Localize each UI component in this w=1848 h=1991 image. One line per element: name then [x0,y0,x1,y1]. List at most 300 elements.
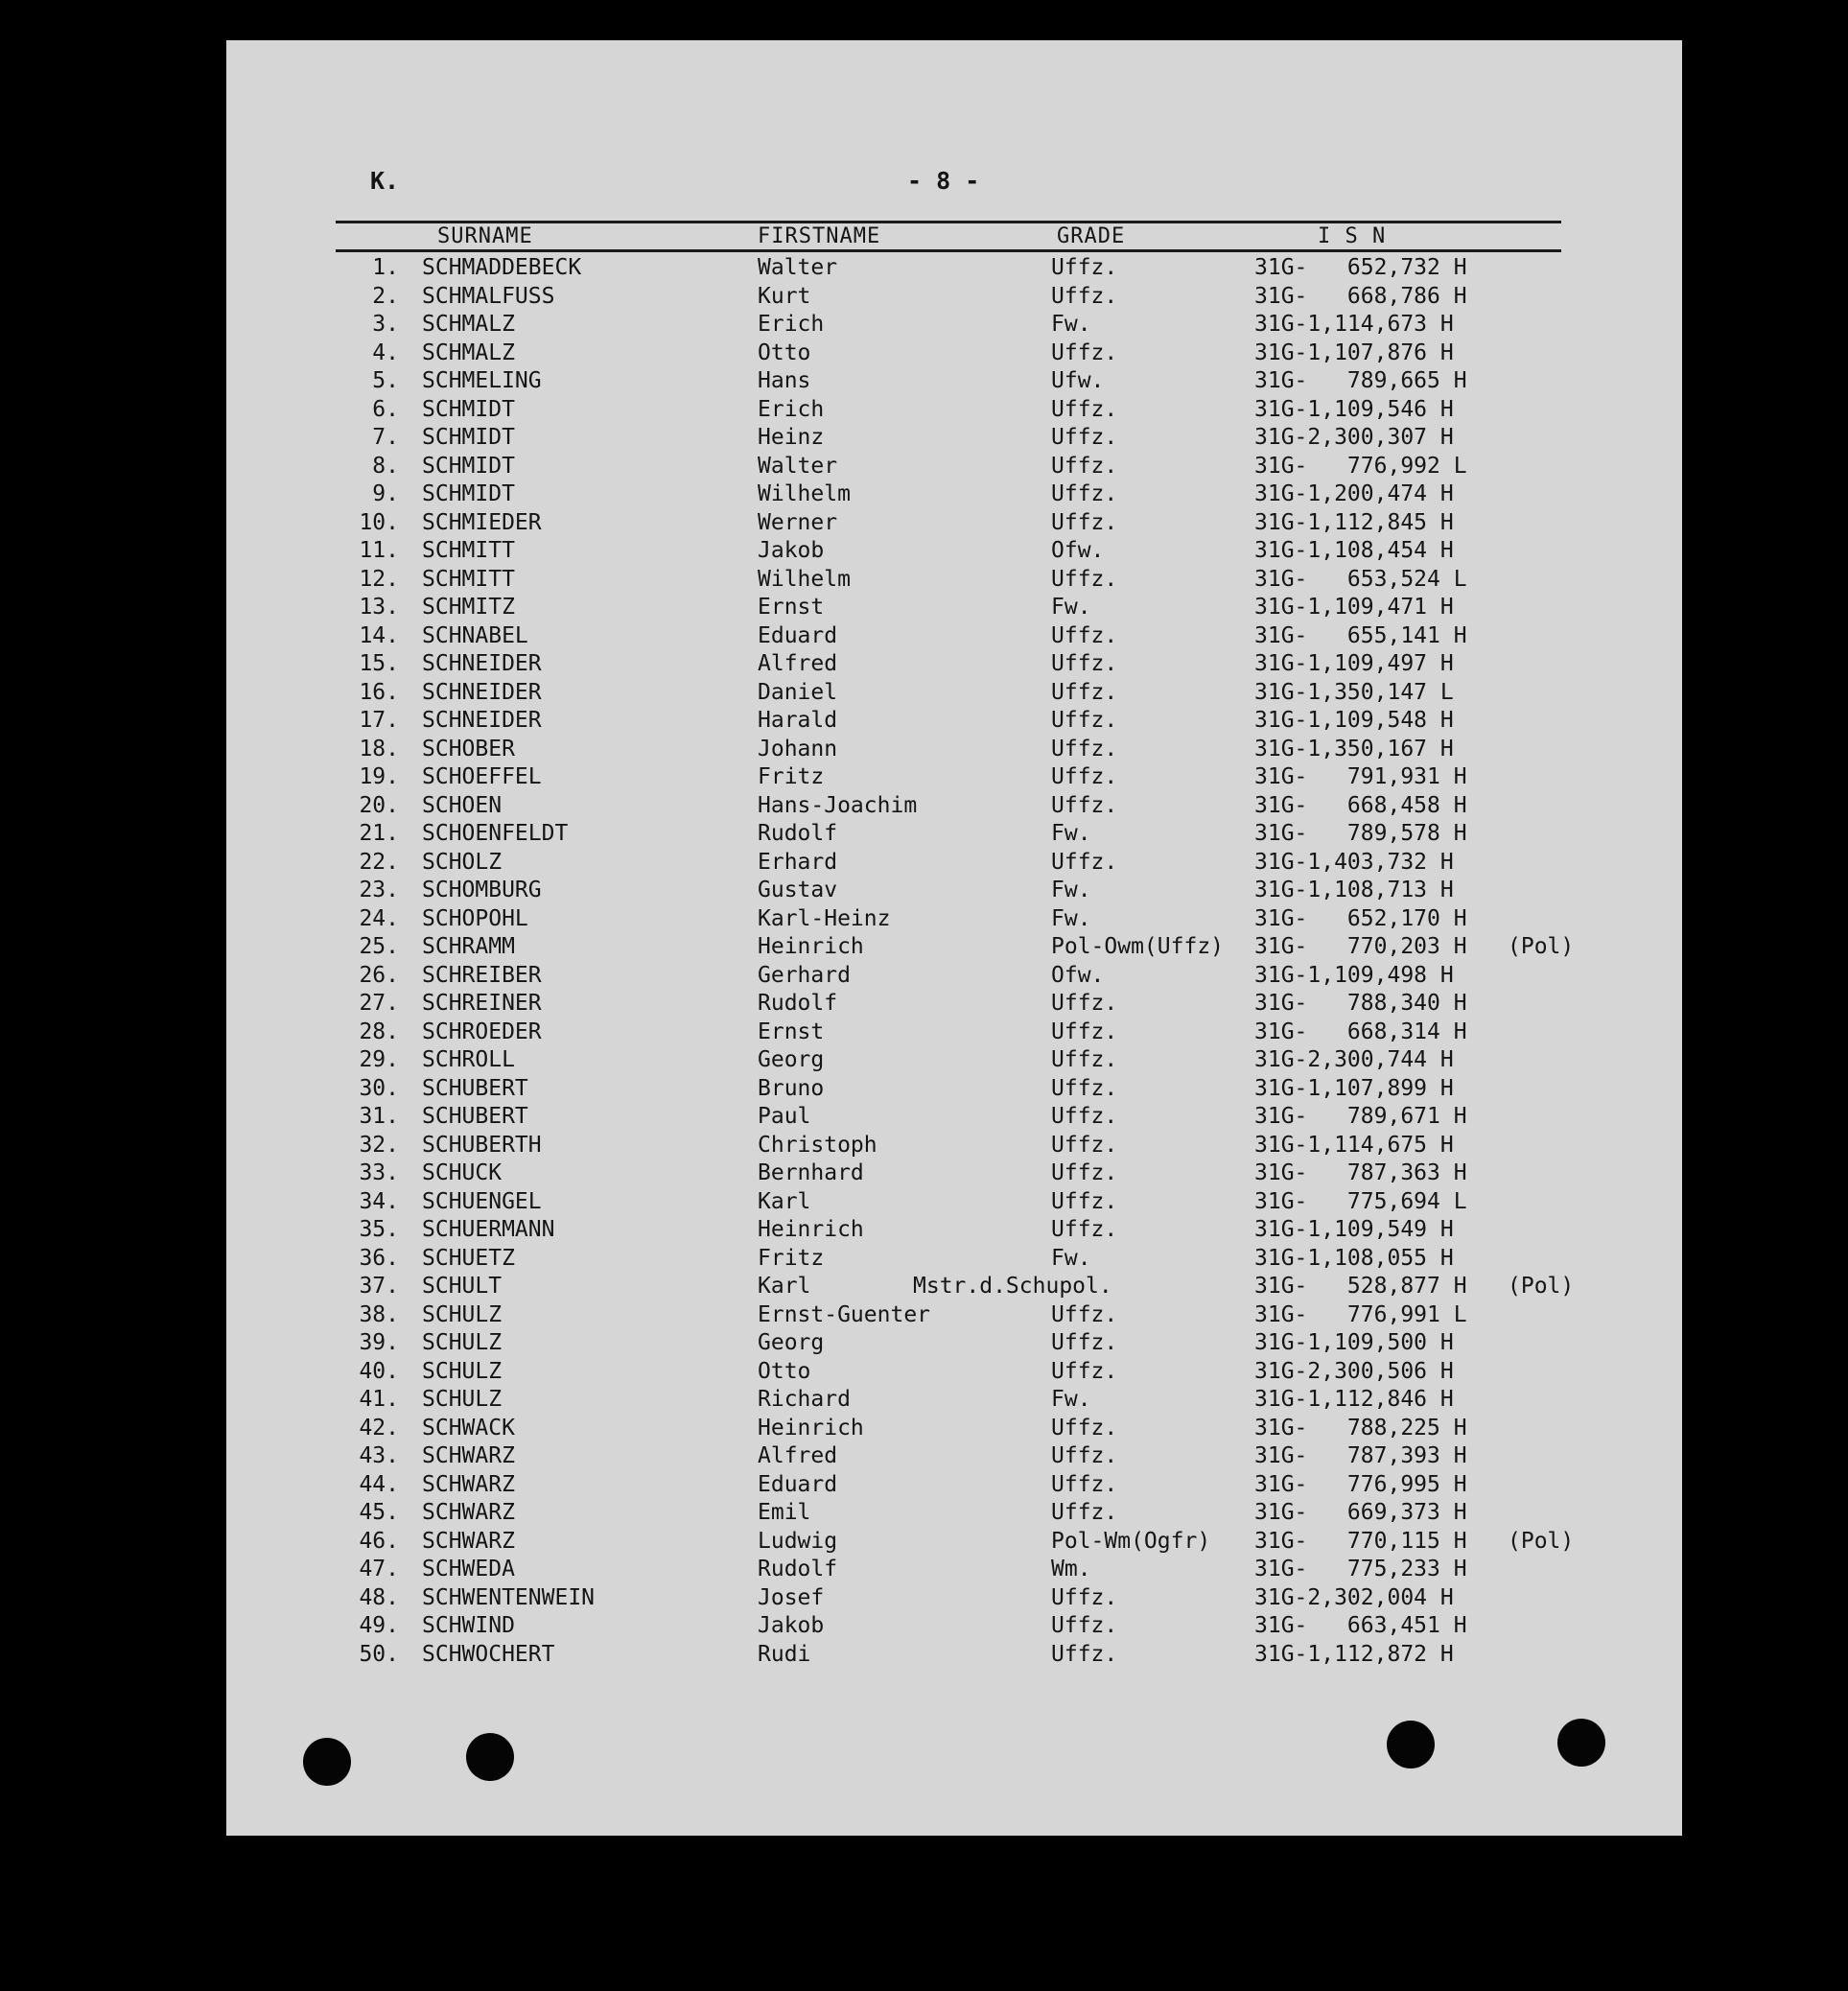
firstname: Werner [758,509,838,535]
row-number: 47. [359,1557,399,1581]
list-item [226,1441,1682,1470]
row-number: 50. [359,1641,399,1667]
punch-hole [303,1738,351,1786]
surname: SCHWENTENWEIN [422,1584,596,1610]
surname: SCHWACK [422,1415,515,1441]
surname: SCHROLL [422,1047,515,1072]
grade: Uffz. [1051,1613,1118,1638]
grade: Uffz. [1051,764,1118,789]
row-number: 6. [372,396,399,422]
surname: SCHNABEL [422,622,528,648]
list-item [226,480,1682,508]
row-number: 13. [359,595,399,620]
grade: Ufw. [1051,368,1105,393]
isn: 31G-1,107,876 H [1254,340,1454,365]
isn: 31G- 770,115 H [1254,1528,1467,1554]
grade: Uffz. [1051,453,1118,479]
firstname: Wilhelm [758,481,851,506]
list-item [226,395,1682,424]
col-header-surname: SURNAME [437,224,533,248]
isn: 31G-2,300,506 H [1254,1358,1454,1384]
firstname: Otto [758,1358,811,1384]
grade: Fw. [1051,595,1091,620]
row-number: 43. [359,1443,399,1468]
surname: SCHULZ [422,1330,503,1355]
firstname: Ernst [758,595,825,620]
firstname: Alfred [758,651,838,676]
surname: SCHMIDT [422,453,515,479]
surname: SCHOEFFEL [422,764,542,789]
grade: Uffz. [1051,1500,1118,1525]
isn: 31G-1,109,498 H [1254,962,1454,988]
firstname: Erich [758,396,825,422]
surname: SCHULZ [422,1358,503,1384]
list-item [226,1470,1682,1499]
surname: SCHMITT [422,566,515,592]
isn: 31G-1,114,673 H [1254,312,1454,337]
surname: SCHMELING [422,368,542,393]
isn: 31G- 653,524 L [1254,566,1467,592]
list-item [226,1018,1682,1046]
list-item [226,1074,1682,1103]
grade: Uffz. [1051,1443,1118,1468]
note: (Pol) [1508,1528,1575,1554]
isn: 31G-1,108,454 H [1254,538,1454,563]
row-number: 46. [359,1528,399,1554]
row-number: 15. [359,651,399,676]
isn: 31G- 668,458 H [1254,792,1467,818]
list-item [226,1385,1682,1414]
firstname: Heinrich [758,1415,864,1441]
list-item [226,961,1682,990]
grade: Mstr.d.Schupol. [913,1274,1112,1299]
grade: Fw. [1051,312,1091,337]
row-number: 49. [359,1613,399,1638]
list-item [226,762,1682,791]
firstname: Jakob [758,538,825,563]
firstname: Fritz [758,764,825,789]
grade: Uffz. [1051,849,1118,875]
surname: SCHRAMM [422,934,515,959]
row-number: 9. [372,481,399,506]
firstname: Karl-Heinz [758,905,891,931]
grade: Uffz. [1051,255,1118,280]
surname: SCHWARZ [422,1471,515,1497]
list-item [226,1328,1682,1357]
row-number: 38. [359,1301,399,1327]
row-number: 12. [359,566,399,592]
isn: 31G- 775,233 H [1254,1557,1467,1581]
isn: 31G-1,114,675 H [1254,1132,1454,1158]
isn: 31G-1,109,549 H [1254,1217,1454,1242]
firstname: Josef [758,1584,825,1610]
row-number: 11. [359,538,399,563]
grade: Uffz. [1051,1641,1118,1667]
firstname: Erich [758,312,825,337]
surname: SCHMITZ [422,595,515,620]
isn: 31G-1,109,497 H [1254,651,1454,676]
isn: 31G- 776,991 L [1254,1301,1467,1327]
surname: SCHUENGEL [422,1188,542,1214]
list-item [226,1527,1682,1556]
surname: SCHOBER [422,736,515,761]
surname: SCHMIEDER [422,509,542,535]
row-number: 42. [359,1415,399,1441]
surname: SCHUERMANN [422,1217,555,1242]
list-item [226,282,1682,311]
list-item [226,1102,1682,1131]
surname: SCHREINER [422,991,542,1016]
firstname: Fritz [758,1245,825,1271]
note: (Pol) [1508,1274,1575,1299]
isn: 31G-1,109,546 H [1254,396,1454,422]
surname: SCHMADDEBECK [422,255,582,280]
grade: Uffz. [1051,1188,1118,1214]
isn: 31G- 787,393 H [1254,1443,1467,1468]
row-number: 40. [359,1358,399,1384]
surname: SCHWARZ [422,1500,515,1525]
row-number: 24. [359,905,399,931]
col-header-isn: I S N [1318,224,1387,248]
firstname: Bernhard [758,1160,864,1185]
surname: SCHUBERT [422,1075,528,1101]
surname: SCHROEDER [422,1019,542,1044]
surname: SCHOEN [422,792,503,818]
grade: Uffz. [1051,1358,1118,1384]
surname: SCHMIDT [422,481,515,506]
firstname: Ludwig [758,1528,838,1554]
row-number: 10. [359,509,399,535]
grade: Fw. [1051,1245,1091,1271]
firstname: Ernst-Guenter [758,1301,931,1327]
row-number: 28. [359,1019,399,1044]
grade: Uffz. [1051,991,1118,1016]
isn: 31G-1,112,872 H [1254,1641,1454,1667]
isn: 31G-1,108,055 H [1254,1245,1454,1271]
note: (Pol) [1508,934,1575,959]
firstname: Gustav [758,878,838,902]
row-number: 16. [359,679,399,705]
header-rule-top [336,221,1561,223]
firstname: Bruno [758,1075,825,1101]
list-item [226,593,1682,621]
row-number: 1. [372,255,399,280]
grade: Pol-Owm(Uffz) [1051,934,1225,959]
surname: SCHMITT [422,538,515,563]
grade: Ofw. [1051,538,1105,563]
list-item [226,1555,1682,1583]
list-item [226,819,1682,848]
firstname: Harald [758,708,838,733]
grade: Fw. [1051,905,1091,931]
firstname: Ernst [758,1019,825,1044]
grade: Uffz. [1051,736,1118,761]
list-item [226,452,1682,480]
grade: Pol-Wm(Ogfr) [1051,1528,1211,1554]
surname: SCHNEIDER [422,679,542,705]
grade: Uffz. [1051,1217,1118,1242]
firstname: Karl [758,1188,811,1214]
surname: SCHWARZ [422,1443,515,1468]
surname: SCHMALZ [422,340,515,365]
grade: Uffz. [1051,1075,1118,1101]
isn: 31G- 789,578 H [1254,821,1467,846]
isn: 31G- 652,170 H [1254,905,1467,931]
firstname: Georg [758,1047,825,1072]
row-number: 48. [359,1584,399,1610]
firstname: Eduard [758,622,838,648]
punch-hole [466,1733,514,1781]
header-rule-bottom [336,249,1561,252]
isn: 31G-1,109,500 H [1254,1330,1454,1355]
row-number: 21. [359,821,399,846]
row-number: 2. [372,283,399,309]
list-item [226,1300,1682,1329]
firstname: Jakob [758,1613,825,1638]
grade: Uffz. [1051,1160,1118,1185]
isn: 31G-1,108,713 H [1254,878,1454,902]
list-item [226,1131,1682,1159]
grade: Fw. [1051,1387,1091,1412]
firstname: Georg [758,1330,825,1355]
row-number: 30. [359,1075,399,1101]
grade: Uffz. [1051,283,1118,309]
firstname: Heinrich [758,1217,864,1242]
firstname: Kurt [758,283,811,309]
row-number: 34. [359,1188,399,1214]
firstname: Walter [758,255,838,280]
section-letter: K. [370,167,400,195]
grade: Uffz. [1051,566,1118,592]
firstname: Walter [758,453,838,479]
surname: SCHWARZ [422,1528,515,1554]
firstname: Rudolf [758,1557,838,1581]
grade: Uffz. [1051,1330,1118,1355]
isn: 31G- 655,141 H [1254,622,1467,648]
row-number: 4. [372,340,399,365]
isn: 31G- 669,373 H [1254,1500,1467,1525]
surname: SCHOENFELDT [422,821,569,846]
grade: Uffz. [1051,1019,1118,1044]
surname: SCHOMBURG [422,878,542,902]
list-item [226,1498,1682,1527]
list-item [226,1640,1682,1669]
grade: Uffz. [1051,1047,1118,1072]
grade: Uffz. [1051,792,1118,818]
list-item [226,1357,1682,1386]
grade: Uffz. [1051,1471,1118,1497]
surname: SCHMALZ [422,312,515,337]
surname: SCHOPOHL [422,905,528,931]
list-item [226,649,1682,678]
grade: Uffz. [1051,1415,1118,1441]
isn: 31G-1,350,167 H [1254,736,1454,761]
row-number: 22. [359,849,399,875]
isn: 31G-2,300,307 H [1254,425,1454,450]
row-number: 39. [359,1330,399,1355]
grade: Fw. [1051,821,1091,846]
list-item [226,904,1682,933]
list-item [226,678,1682,707]
surname: SCHUBERT [422,1104,528,1129]
isn: 31G-1,200,474 H [1254,481,1454,506]
firstname: Karl [758,1274,811,1299]
firstname: Heinz [758,425,825,450]
row-number: 26. [359,962,399,988]
grade: Uffz. [1051,509,1118,535]
row-number: 33. [359,1160,399,1185]
grade: Uffz. [1051,1104,1118,1129]
row-number: 29. [359,1047,399,1072]
surname: SCHUCK [422,1160,503,1185]
row-number: 41. [359,1387,399,1412]
firstname: Richard [758,1387,851,1412]
firstname: Eduard [758,1471,838,1497]
row-number: 8. [372,453,399,479]
isn: 31G- 789,671 H [1254,1104,1467,1129]
isn: 31G-2,302,004 H [1254,1584,1454,1610]
surname: SCHOLZ [422,849,503,875]
list-item [226,310,1682,339]
col-header-firstname: FIRSTNAME [758,224,881,248]
grade: Uffz. [1051,396,1118,422]
grade: Uffz. [1051,651,1118,676]
grade: Uffz. [1051,679,1118,705]
list-item [226,253,1682,282]
grade: Uffz. [1051,1301,1118,1327]
grade: Uffz. [1051,1132,1118,1158]
row-number: 3. [372,312,399,337]
row-number: 45. [359,1500,399,1525]
firstname: Otto [758,340,811,365]
isn: 31G-1,112,846 H [1254,1387,1454,1412]
row-number: 7. [372,425,399,450]
row-number: 19. [359,764,399,789]
punch-hole [1557,1719,1605,1767]
surname: SCHNEIDER [422,651,542,676]
firstname: Rudolf [758,991,838,1016]
row-number: 18. [359,736,399,761]
firstname: Christoph [758,1132,877,1158]
surname: SCHULZ [422,1387,503,1412]
surname: SCHULZ [422,1301,503,1327]
firstname: Rudolf [758,821,838,846]
surname: SCHWIND [422,1613,515,1638]
row-number: 32. [359,1132,399,1158]
grade: Uffz. [1051,622,1118,648]
list-item [226,1414,1682,1442]
isn: 31G-1,107,899 H [1254,1075,1454,1101]
row-number: 31. [359,1104,399,1129]
isn: 31G-1,403,732 H [1254,849,1454,875]
isn: 31G- 776,995 H [1254,1471,1467,1497]
surname: SCHMIDT [422,396,515,422]
list-item [226,706,1682,735]
list-item [226,1583,1682,1612]
isn: 31G-1,109,471 H [1254,595,1454,620]
row-number: 25. [359,934,399,959]
surname: SCHMALFUSS [422,283,555,309]
firstname: Emil [758,1500,811,1525]
firstname: Gerhard [758,962,851,988]
isn: 31G- 788,225 H [1254,1415,1467,1441]
isn: 31G- 770,203 H [1254,934,1467,959]
firstname: Erhard [758,849,838,875]
surname: SCHWOCHERT [422,1641,555,1667]
surname: SCHREIBER [422,962,542,988]
firstname: Hans-Joachim [758,792,918,818]
list-item [226,1187,1682,1216]
list-item [226,876,1682,904]
row-number: 36. [359,1245,399,1271]
page-number: - 8 - [907,167,980,195]
list-item [226,791,1682,820]
firstname: Heinrich [758,934,864,959]
list-item [226,423,1682,452]
col-header-grade: GRADE [1057,224,1126,248]
grade: Fw. [1051,878,1091,902]
row-number: 14. [359,622,399,648]
grade: Ofw. [1051,962,1105,988]
isn: 31G- 776,992 L [1254,453,1467,479]
list-item [226,1159,1682,1187]
surname: SCHULT [422,1274,503,1299]
isn: 31G- 668,786 H [1254,283,1467,309]
list-item [226,508,1682,537]
list-item [226,1244,1682,1273]
surname: SCHMIDT [422,425,515,450]
isn: 31G- 789,665 H [1254,368,1467,393]
firstname: Johann [758,736,838,761]
firstname: Rudi [758,1641,811,1667]
isn: 31G-1,112,845 H [1254,509,1454,535]
firstname: Alfred [758,1443,838,1468]
isn: 31G- 775,694 L [1254,1188,1467,1214]
list-item [226,536,1682,565]
isn: 31G-2,300,744 H [1254,1047,1454,1072]
row-number: 5. [372,368,399,393]
row-number: 23. [359,878,399,902]
isn: 31G-1,350,147 L [1254,679,1454,705]
isn: 31G- 788,340 H [1254,991,1467,1016]
row-number: 35. [359,1217,399,1242]
punch-hole [1387,1721,1435,1768]
surname: SCHWEDA [422,1557,515,1581]
list-item [226,339,1682,367]
isn: 31G- 787,363 H [1254,1160,1467,1185]
grade: Wm. [1051,1557,1091,1581]
firstname: Wilhelm [758,566,851,592]
list-item [226,565,1682,594]
grade: Uffz. [1051,340,1118,365]
list-item [226,1272,1682,1300]
isn: 31G- 668,314 H [1254,1019,1467,1044]
firstname: Paul [758,1104,811,1129]
surname: SCHUETZ [422,1245,515,1271]
surname: SCHNEIDER [422,708,542,733]
document-page [226,40,1682,1836]
list-item [226,1611,1682,1640]
row-number: 44. [359,1471,399,1497]
isn: 31G- 528,877 H [1254,1274,1467,1299]
row-number: 37. [359,1274,399,1299]
isn: 31G- 663,451 H [1254,1613,1467,1638]
grade: Uffz. [1051,708,1118,733]
row-number: 27. [359,991,399,1016]
firstname: Hans [758,368,811,393]
row-number: 20. [359,792,399,818]
surname: SCHUBERTH [422,1132,542,1158]
